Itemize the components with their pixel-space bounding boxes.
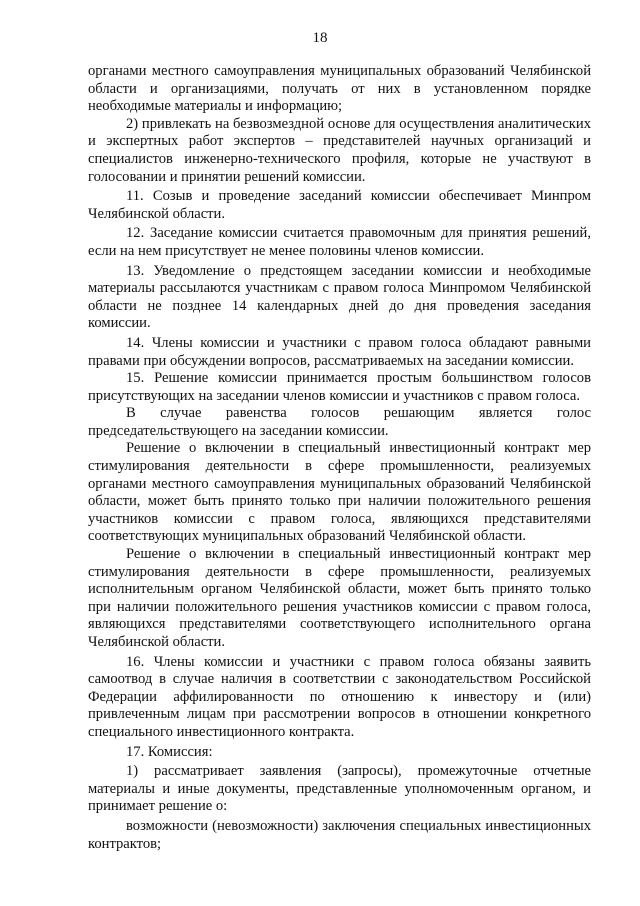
paragraph-item-2: 2) привлекать на безвозмездной основе для осуществления аналитических и экспертных работ экспертов – представителей научных организаций и специалистов инженерно-технического профиля, которые не участвуют в голосовании и принятии решений комиссии. [88,115,591,185]
paragraph-executive-measures: Решение о включении в специальный инвестиционный контракт мер стимулирования деятельности в сфере промышленности, реализуемых исполнительным органом Челябинской области, может быть принято только при наличии положительного решения участников комиссии с правом голоса, являющихся представителями соответствующего исполнительного органа Челябинской области. [88,546,591,650]
paragraph-clause-13: 13. Уведомление о предстоящем заседании комиссии и необходимые материалы рассылаются участникам с правом голоса Минпромом Челябинской области не позднее 14 календарных дней до дня проведения заседания комиссии. [88,262,591,332]
page-number: 18 [312,30,328,46]
paragraph-clause-14: 14. Члены комиссии и участники с правом голоса обладают равными правами при обсуждении вопросов, рассматриваемых на заседании комиссии. [88,334,591,369]
paragraph-clause-15: 15. Решение комиссии принимается простым большинством голосов присутствующих на заседании членов комиссии и участников с правом голоса. [88,370,591,404]
paragraph-continuation: органами местного самоуправления муниципальных образований Челябинской области и организациями, получать от них в установленном порядке необходимые материалы и информацию; [88,63,591,115]
paragraph-clause-11: 11. Созыв и проведение заседаний комиссии обеспечивает Минпром Челябинской области. [88,188,591,222]
paragraph-contract-possibility: возможности (невозможности) заключения специальных инвестиционных контрактов; [88,817,591,852]
paragraph-clause-17: 17. Комиссия: [126,743,213,760]
paragraph-clause-16: 16. Члены комиссии и участники с правом голоса обязаны заявить самоотвод в случае наличия в соответствии с законодательством Российской Федерации аффилированности по отношению к инвестору и (или) привлеченным лицам при рассмотрении вопросов в отношении конкретного специального инвестиционного контракта. [88,653,591,740]
paragraph-clause-12: 12. Заседание комиссии считается правомочным для принятия решений, если на нем присутствует не менее половины членов комиссии. [88,225,591,259]
paragraph-municipal-measures: Решение о включении в специальный инвестиционный контракт мер стимулирования деятельности в сфере промышленности, реализуемых органами местного самоуправления муниципальных образований Челябинской области, может быть принято только при наличии положительного решения участников комиссии с правом голоса, являющихся представителями соответствующих муниципальных образований Челябинской области. [88,440,591,545]
paragraph-clause-17-item-1: 1) рассматривает заявления (запросы), промежуточные отчетные материалы и иные документы, представленные уполномоченным органом, и принимает решение о: [88,763,591,815]
document-body [88,63,591,853]
paragraph-tie-vote: В случае равенства голосов решающим является голос председательствующего на заседании комиссии. [88,405,591,439]
